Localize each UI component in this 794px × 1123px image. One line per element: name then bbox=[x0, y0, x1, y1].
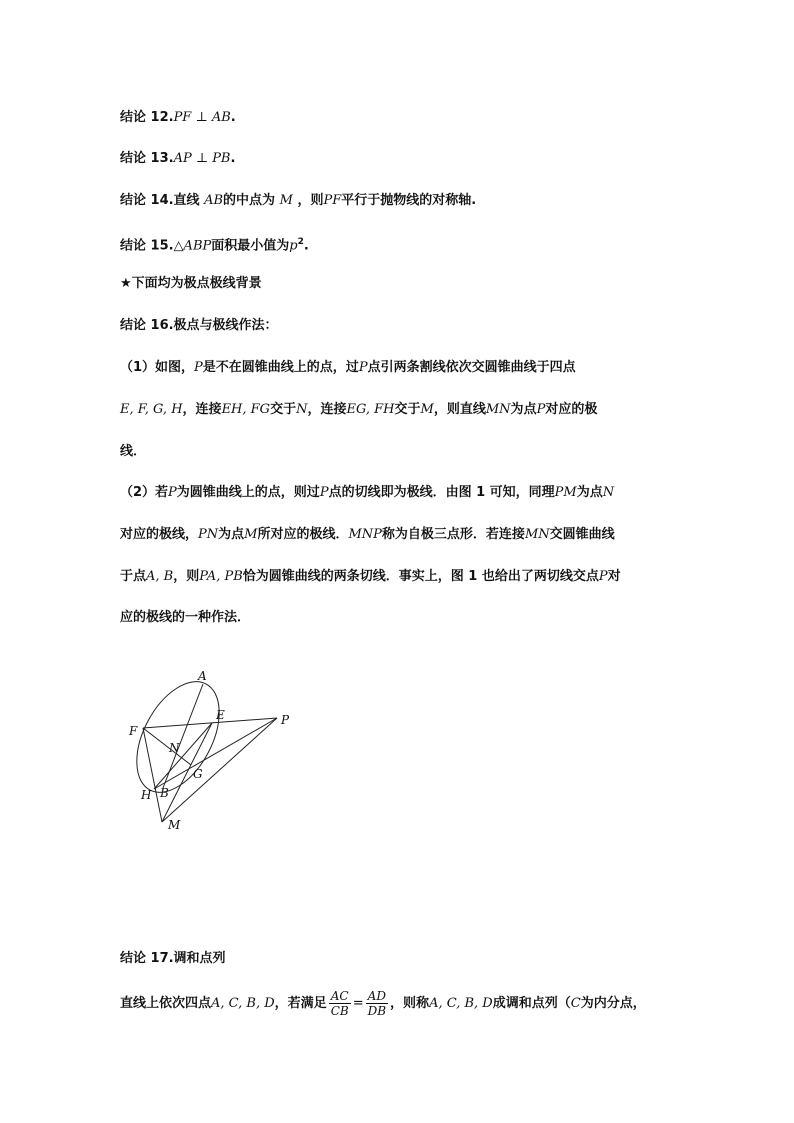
math: A, C, B, D bbox=[211, 996, 275, 1011]
text: 线． bbox=[120, 444, 147, 459]
math: P bbox=[194, 360, 203, 375]
math: PM bbox=[554, 485, 577, 500]
math: A, C, B, D bbox=[429, 996, 493, 1011]
text: 交于 bbox=[270, 402, 297, 417]
equals: = bbox=[352, 996, 364, 1011]
label-P: P bbox=[281, 713, 290, 727]
math: PA, PB bbox=[199, 569, 243, 584]
text: ，若满足 bbox=[274, 996, 327, 1011]
math: EG, FH bbox=[346, 402, 395, 417]
text: ，连接 bbox=[182, 402, 222, 417]
text: （2）若 bbox=[120, 485, 169, 500]
text: 点引两条割线依次交圆锥曲线于四点 bbox=[367, 360, 576, 375]
math: MN bbox=[485, 402, 511, 417]
math: E, F, G, H bbox=[120, 402, 183, 417]
text: ，则 bbox=[173, 569, 200, 584]
para2-line3 bbox=[120, 567, 621, 587]
conic-ellipse bbox=[120, 668, 236, 806]
math: P bbox=[536, 402, 546, 417]
conclusion-13-label: 结论 13. bbox=[120, 151, 174, 166]
math-triangle: △ABP bbox=[173, 238, 212, 254]
math: P bbox=[598, 569, 608, 584]
conclusion-15-label: 结论 15. bbox=[120, 238, 174, 254]
text: ，则直线 bbox=[433, 402, 486, 417]
label-E: E bbox=[216, 708, 225, 722]
label-M: M bbox=[168, 818, 181, 832]
text: 对应的极 bbox=[545, 402, 598, 417]
text: 所对应的极线． bbox=[257, 527, 349, 542]
pole-polar-figure bbox=[120, 660, 310, 840]
math: C bbox=[570, 996, 581, 1011]
fraction-ac-cb bbox=[329, 989, 351, 1018]
conclusion-17-label: 结论 17.调和点列 bbox=[120, 951, 226, 966]
text: 成调和点列（ bbox=[492, 996, 571, 1011]
section-star-heading bbox=[120, 274, 262, 294]
text: 对 bbox=[607, 569, 621, 584]
segment-EM bbox=[162, 723, 212, 822]
segment-EH bbox=[154, 723, 212, 789]
text: ，则称 bbox=[390, 996, 430, 1011]
denominator: DB bbox=[367, 1004, 387, 1018]
conclusion-16-label: 结论 16.极点与极线作法： bbox=[120, 318, 278, 333]
para2-line1 bbox=[120, 483, 614, 503]
math: M bbox=[420, 402, 434, 417]
text: 的中点为 bbox=[223, 193, 276, 208]
conclusion-15 bbox=[120, 232, 309, 256]
text: ，连接 bbox=[307, 402, 347, 417]
math: P bbox=[168, 485, 177, 500]
para2-line2 bbox=[120, 525, 615, 545]
para1-line1 bbox=[120, 358, 576, 378]
label-H: H bbox=[141, 788, 152, 802]
math: PN bbox=[198, 527, 219, 542]
text: 面积最小值为 bbox=[211, 238, 290, 254]
text: 对应的极线， bbox=[120, 527, 199, 542]
math: MN bbox=[524, 527, 550, 542]
denominator: CB bbox=[330, 1004, 349, 1018]
text: 于点 bbox=[120, 569, 147, 584]
conclusion-16 bbox=[120, 316, 278, 336]
text: ，则 bbox=[297, 193, 324, 208]
math: P bbox=[319, 485, 329, 500]
conclusion-14-label: 结论 14.直线 bbox=[120, 193, 200, 208]
conclusion-12-math: PF ⊥ AB bbox=[173, 110, 231, 125]
text: 为点 bbox=[576, 485, 603, 500]
text: 为点 bbox=[510, 402, 537, 417]
math-m: M bbox=[279, 193, 293, 208]
label-B: B bbox=[160, 786, 169, 800]
math-p: p bbox=[289, 238, 298, 254]
text: 称为自极三点形．若连接 bbox=[381, 527, 525, 542]
label-A: A bbox=[198, 669, 207, 683]
period: . bbox=[230, 110, 236, 125]
segment-FM bbox=[143, 728, 162, 822]
math: EH, FG bbox=[221, 402, 271, 417]
math-exponent: 2 bbox=[297, 237, 304, 247]
text: 为圆锥曲线上的点，则过 bbox=[176, 485, 320, 500]
math: N bbox=[296, 402, 308, 417]
para1-line3 bbox=[120, 442, 146, 462]
text: 点的切线即为极线．由图 1 可知，同理 bbox=[328, 485, 555, 500]
conclusion-13 bbox=[120, 149, 235, 169]
conclusion-12 bbox=[120, 108, 236, 128]
para3-line1 bbox=[120, 988, 646, 1020]
conclusion-13-math: AP ⊥ PB bbox=[173, 151, 231, 166]
math-ab: AB bbox=[204, 193, 224, 208]
math: MNP bbox=[348, 527, 382, 542]
label-N: N bbox=[169, 741, 180, 755]
text: 为点 bbox=[218, 527, 245, 542]
math: A, B bbox=[146, 569, 174, 584]
numerator: AD bbox=[366, 989, 388, 1004]
period: . bbox=[303, 238, 309, 254]
period: . bbox=[230, 151, 236, 166]
conclusion-17 bbox=[120, 949, 226, 969]
text: 是不在圆锥曲线上的点，过 bbox=[202, 360, 359, 375]
para2-line4 bbox=[120, 608, 250, 628]
conclusion-12-label: 结论 12. bbox=[120, 110, 174, 125]
text: 应的极线的一种作法． bbox=[120, 610, 251, 625]
text: 交于 bbox=[394, 402, 421, 417]
segment-MP bbox=[162, 718, 277, 822]
text: 恰为圆锥曲线的两条切线．事实上，图 1 也给出了两切线交点 bbox=[242, 569, 599, 584]
text: 平行于抛物线的对称轴. bbox=[341, 193, 477, 208]
math-pf: PF bbox=[323, 193, 342, 208]
numerator: AC bbox=[329, 989, 351, 1004]
label-F: F bbox=[129, 724, 138, 738]
math: N bbox=[602, 485, 615, 500]
conclusion-14 bbox=[120, 191, 476, 211]
star-heading-text: ★下面均为极点极线背景 bbox=[120, 276, 262, 291]
para1-line2 bbox=[120, 400, 597, 420]
math: M bbox=[244, 527, 258, 542]
text: 交圆锥曲线 bbox=[549, 527, 615, 542]
text: 为内分点， bbox=[580, 996, 646, 1011]
label-G: G bbox=[193, 767, 203, 781]
fraction-ad-db bbox=[366, 989, 388, 1018]
text: （1）如图， bbox=[120, 360, 195, 375]
text: 直线上依次四点 bbox=[120, 996, 212, 1011]
math: P bbox=[358, 360, 368, 375]
